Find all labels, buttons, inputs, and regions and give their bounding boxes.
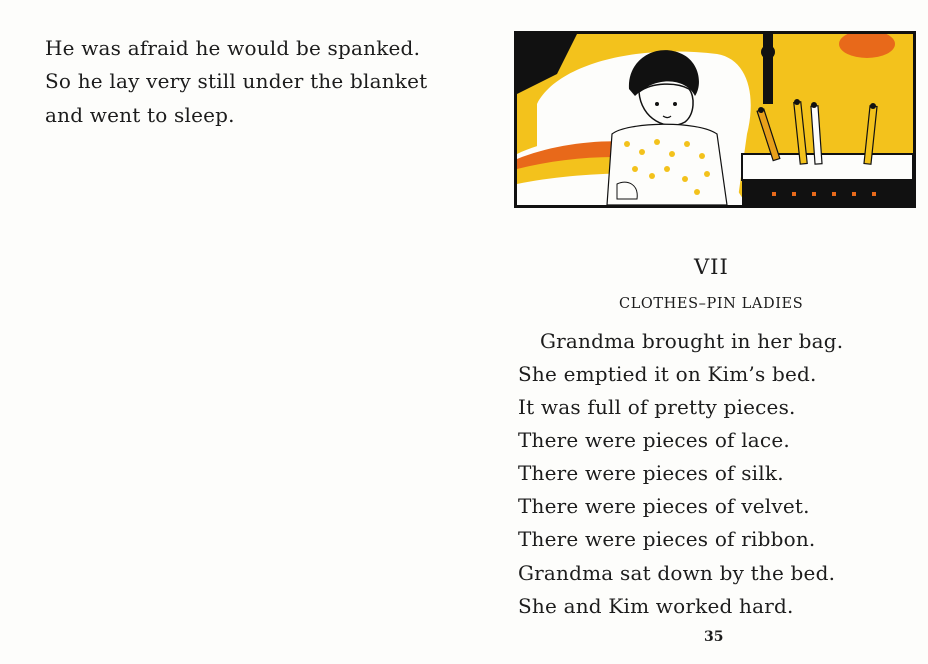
text-line: It was full of pretty pieces. [518,395,796,419]
text-line: There were pieces of silk. [518,461,784,485]
chapter-title: CLOTHES–PIN LADIES [619,296,804,312]
text-line: There were pieces of velvet. [518,494,810,518]
text-line: Grandma sat down by the bed. [518,561,836,585]
illustration-boy-in-bed [514,31,916,208]
text-line: He was afraid he would be spanked. [45,36,421,60]
text-line: There were pieces of ribbon. [518,527,816,551]
text-line: There were pieces of lace. [518,428,790,452]
text-line: Grandma brought in her bag. [540,329,844,353]
text-line: She and Kim worked hard. [518,594,794,618]
text-line: and went to sleep. [45,103,235,127]
right-page [464,0,928,664]
illustration-graphic [517,34,913,205]
page-number: 35 [704,629,724,645]
text-line: She emptied it on Kim’s bed. [518,362,817,386]
text-line: So he lay very still under the blanket [45,69,428,93]
chapter-number: VII [694,255,729,279]
